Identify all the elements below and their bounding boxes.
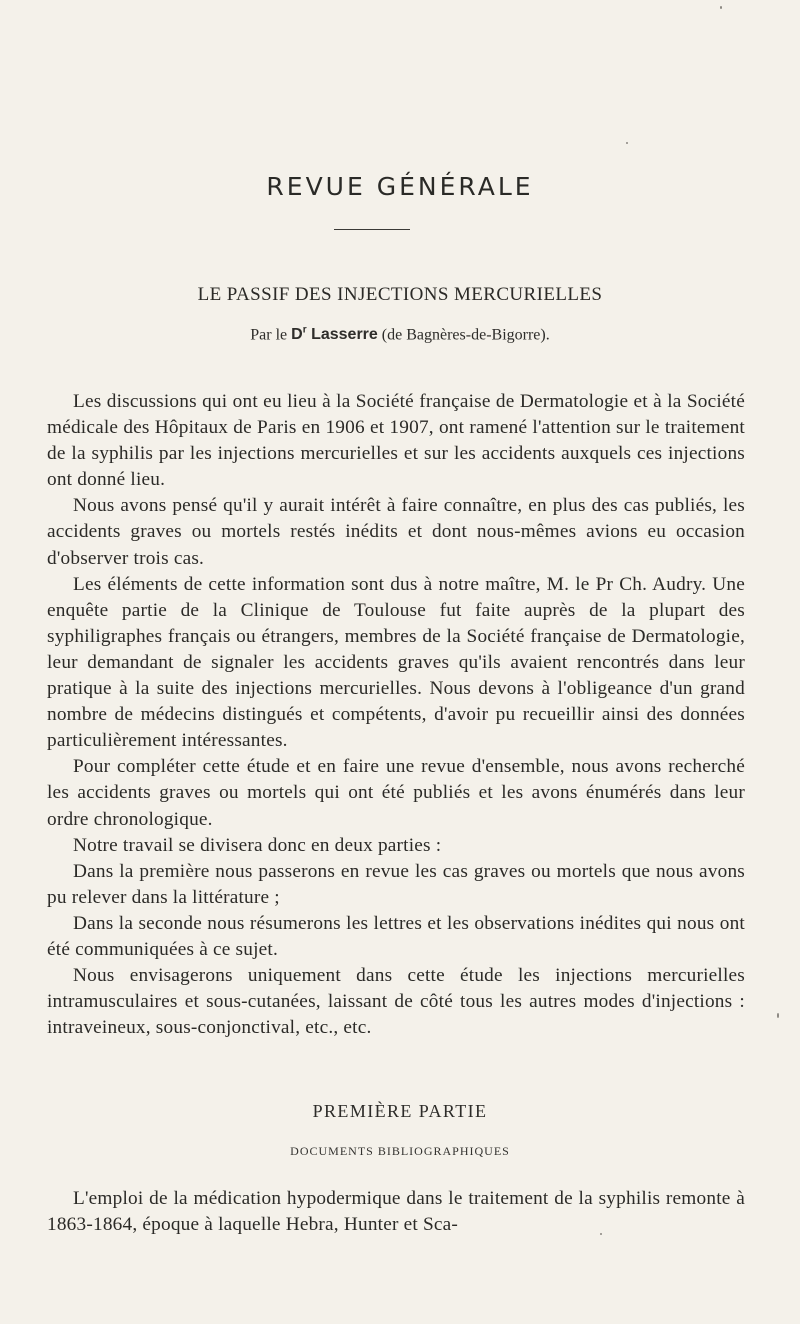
paragraph: Nous envisagerons uniquement dans cette étude les injections mercurielles intramusculaires et sous-cutanées, laissant de côté tous les autres modes d'injections : intraveineux, sous-conjonctival, etc., etc.: [47, 965, 745, 1039]
paragraph: Notre travail se divisera donc en deux parties :: [73, 834, 442, 856]
byline-prefix: Par le: [250, 326, 292, 344]
paper-speck: [600, 1233, 602, 1235]
paragraph: L'emploi de la médication hypodermique dans le traitement de la syphilis remonte à 1863-1864, époque à laquelle Hebra, Hunter et Sca-: [47, 1188, 745, 1236]
article-body: [47, 389, 745, 1041]
byline: [0, 325, 800, 344]
byline-dr-sup: r: [302, 325, 307, 336]
byline-suffix: (de Bagnères-de-Bigorre).: [377, 326, 550, 344]
paragraph: Nous avons pensé qu'il y aurait intérêt à faire connaître, en plus des cas publiés, les accidents graves ou mortels restés inédits et dont nous-mêmes avions eu occasion d'observer trois cas.: [47, 495, 745, 569]
paragraph: Les éléments de cette information sont dus à notre maître, M. le Pr Ch. Audry. Une enquête partie de la Clinique de Toulouse fut faite auprès de la plupart des syphiligraphes français ou étrangers, membres de la Société française de Dermatologie, leur demandant de signaler les accidents graves qu'ils avaient rencontrés dans leur pratique à la suite des injections mercurielles. Nous devons à l'obligeance d'un grand nombre de médecins distingués et compétents, d'avoir pu recueillir ainsi des données particulièrement intéressantes.: [47, 573, 745, 752]
paragraph: Pour compléter cette étude et en faire une revue d'ensemble, nous avons recherché les accidents graves ou mortels qui ont été publiés et les avons énumérés dans leur ordre chronologique.: [47, 756, 745, 830]
author-name: Lasserre: [306, 326, 378, 344]
paragraph: Dans la seconde nous résumerons les lettres et les observations inédites qui nous ont été communiquées à ce sujet.: [47, 912, 745, 960]
paper-speck: [777, 1013, 779, 1018]
paper-speck: [720, 6, 722, 9]
article-title: LE PASSIF DES INJECTIONS MERCURIELLES: [197, 284, 603, 305]
byline-doctor: [291, 326, 378, 343]
section-body: [47, 1186, 745, 1238]
section-title: PREMIÈRE PARTIE: [312, 1101, 488, 1121]
paragraph: Dans la première nous passerons en revue les cas graves ou mortels que nous avons pu relever dans la littérature ;: [47, 860, 745, 908]
header-divider: [334, 229, 410, 230]
paper-speck: [626, 142, 628, 144]
byline-dr: D: [291, 326, 303, 344]
page-header: REVUE GÉNÉRALE: [266, 172, 534, 201]
section-subtitle: DOCUMENTS BIBLIOGRAPHIQUES: [290, 1144, 510, 1158]
paragraph: Les discussions qui ont eu lieu à la Société française de Dermatologie et à la Société médicale des Hôpitaux de Paris en 1906 et 1907, ont ramené l'attention sur le traitement de la syphilis par les injections mercurielles et sur les accidents auxquels ces injections ont donné lieu.: [47, 391, 745, 491]
